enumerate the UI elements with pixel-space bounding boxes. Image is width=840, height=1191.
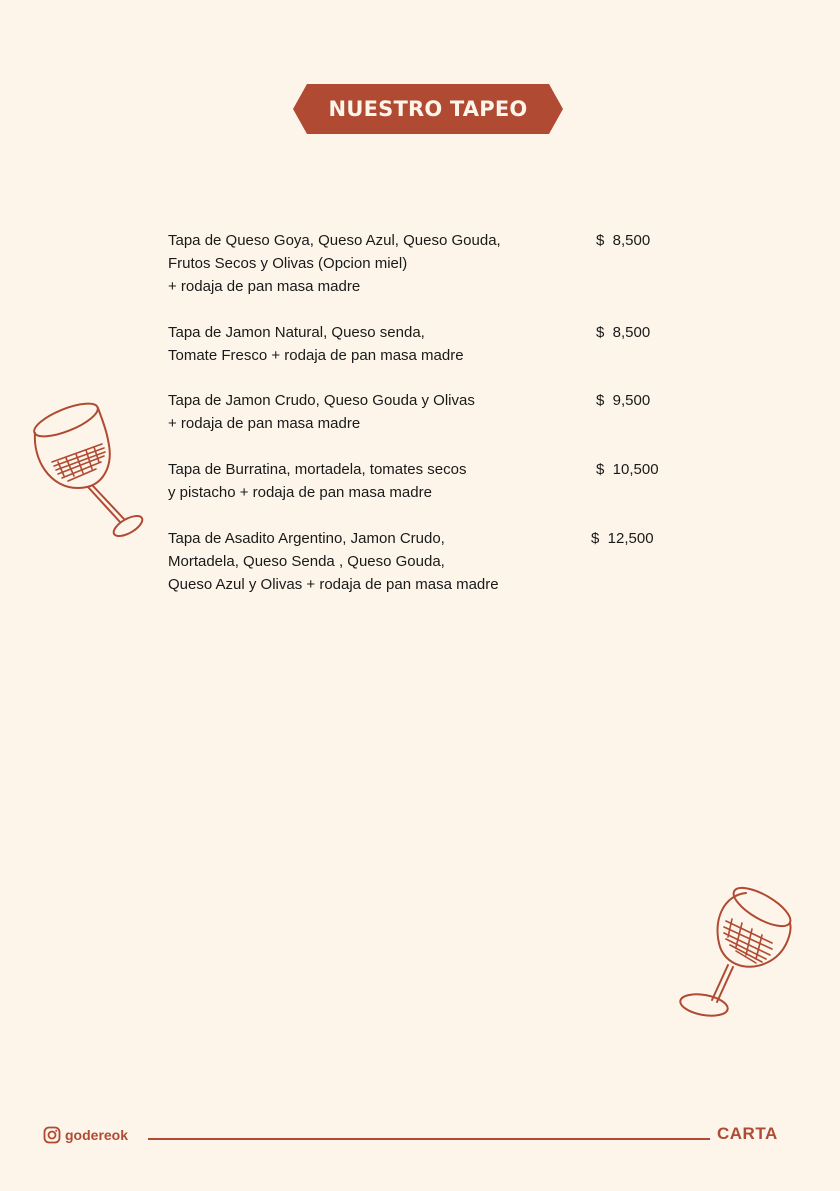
menu-item-price: $ 8,500 (596, 324, 651, 341)
menu-item-price: $ 12,500 (591, 530, 654, 547)
instagram-handle[interactable] (43, 1125, 128, 1145)
menu-item-description: Tapa de Queso Goya, Queso Azul, Queso Gouda, Frutos Secos y Olivas (Opcion miel) + rodaja de pan masa madre (168, 232, 501, 295)
menu-item-description: Tapa de Asadito Argentino, Jamon Crudo, Mortadela, Queso Senda , Queso Gouda, Queso Azul y Olivas + rodaja de pan masa madre (168, 530, 499, 593)
menu-item-price: $ 10,500 (596, 461, 659, 478)
menu-item-description: Tapa de Jamon Natural, Queso senda, Tomate Fresco + rodaja de pan masa madre (168, 324, 464, 364)
menu-item-price: $ 8,500 (596, 232, 651, 249)
footer-section-label: CARTA (717, 1124, 778, 1143)
footer-divider (148, 1138, 710, 1140)
menu-item-description: Tapa de Burratina, mortadela, tomates secos y pistacho + rodaja de pan masa madre (168, 461, 467, 501)
page-title: NUESTRO TAPEO (328, 97, 528, 121)
menu-item-description: Tapa de Jamon Crudo, Queso Gouda y Olivas + rodaja de pan masa madre (168, 392, 475, 432)
instagram-icon (43, 1126, 61, 1144)
wine-glass-illustration (676, 885, 801, 1030)
menu-item-price: $ 9,500 (596, 392, 651, 409)
title-banner (293, 84, 563, 134)
instagram-handle-text: godereok (65, 1127, 129, 1143)
wine-glass-illustration (28, 400, 148, 550)
